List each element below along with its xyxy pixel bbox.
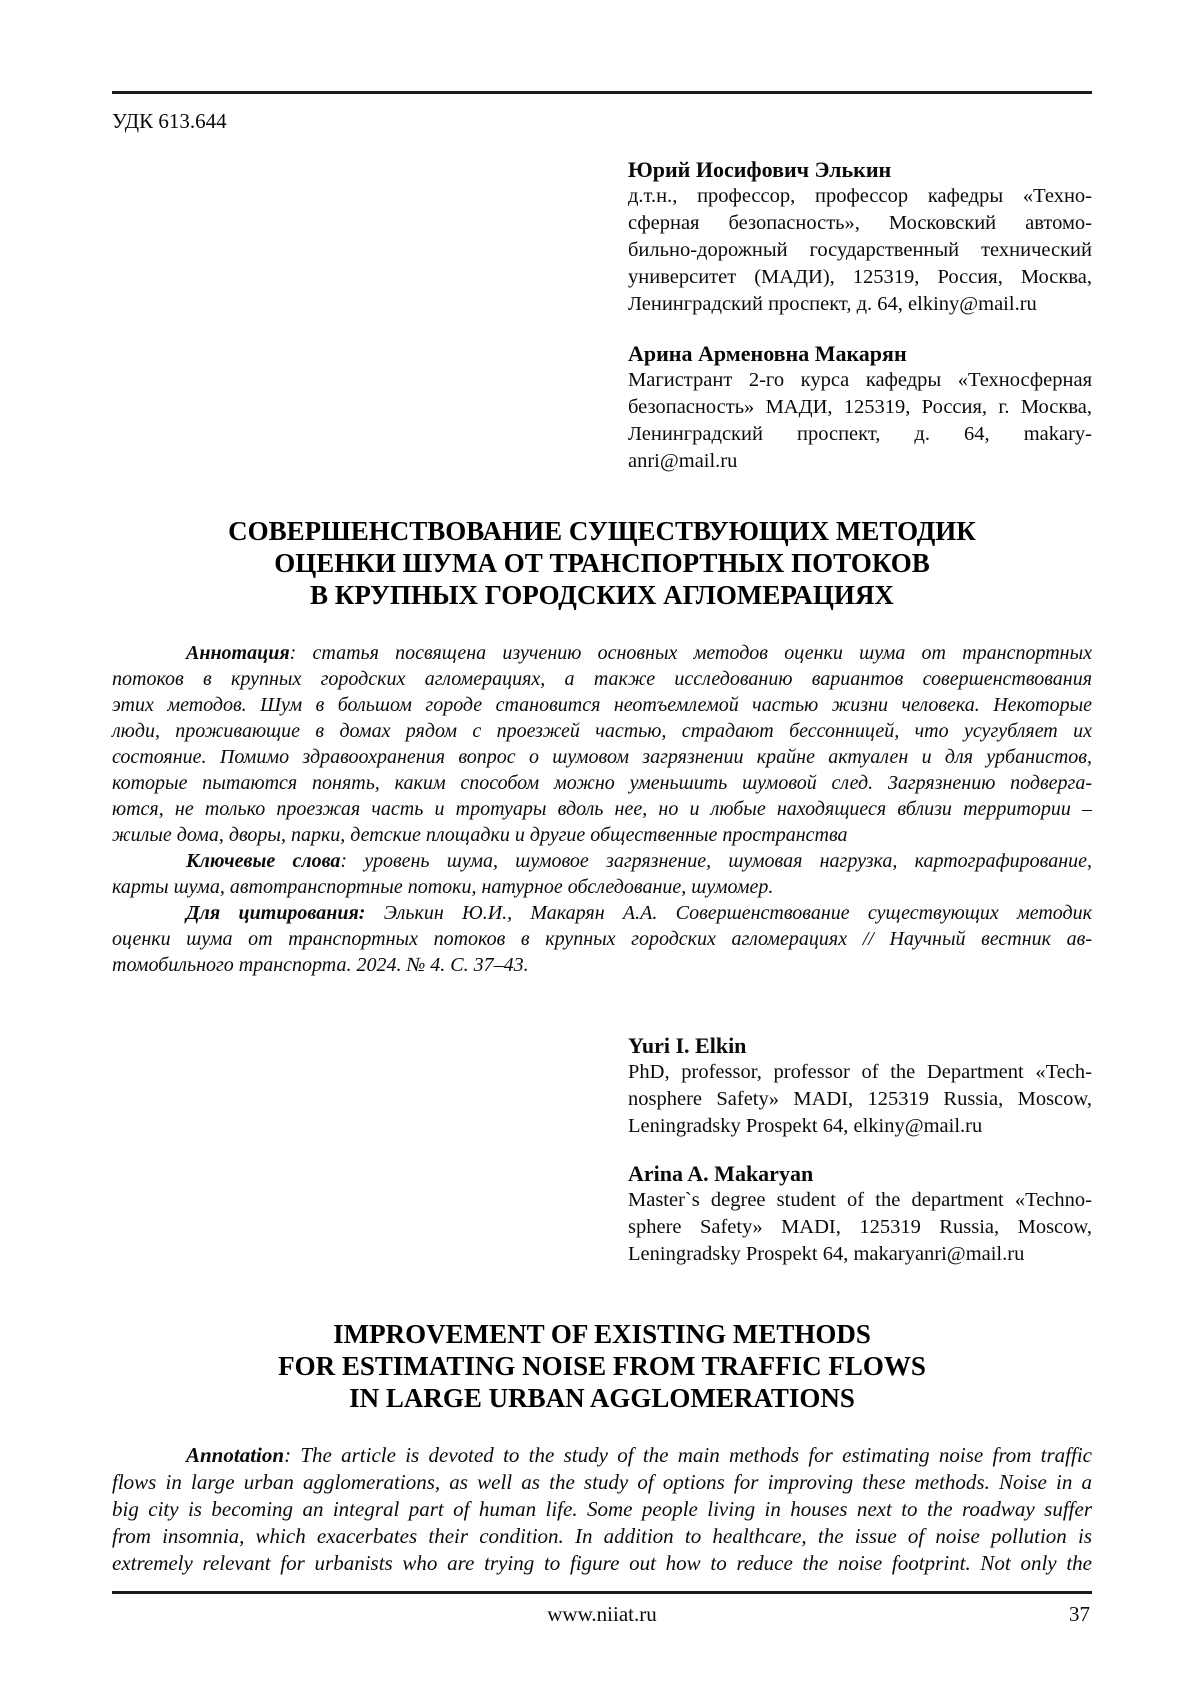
text-line: д.т.н., профессор, профессор кафедры «Техно- [628, 185, 1092, 207]
udc-code: УДК 613.644 [112, 109, 227, 133]
text-line: В КРУПНЫХ ГОРОДСКИХ АГЛОМЕРАЦИЯХ [310, 580, 894, 610]
citation-ru [112, 900, 1092, 978]
text-line: карты шума, автотранспортные потоки, натурное обследование, шумомер. [112, 876, 774, 898]
page-number: 37 [1069, 1602, 1090, 1626]
text-line: СОВЕРШЕНСТВОВАНИЕ СУЩЕСТВУЮЩИХ МЕТОДИК [228, 516, 976, 546]
text-line: nosphere Safety» MADI, 125319 Russia, Moscow, [628, 1088, 1092, 1110]
text-line: PhD, professor, professor of the Department «Tech- [628, 1061, 1092, 1083]
text-line: IMPROVEMENT OF EXISTING METHODS [333, 1319, 871, 1349]
text-line: Магистрант 2-го курса кафедры «Техносферная [628, 369, 1092, 391]
author-block-ru-2 [628, 340, 1092, 475]
text-line: big city is becoming an integral part of human life. Some people living in houses next to the roadway suffer [112, 1497, 1092, 1521]
text-line: Аннотация: статья посвящена изучению основных методов оценки шума от транспортных [186, 642, 1092, 664]
text-line: Ленинградский проспект, д. 64, elkiny@mail.ru [628, 293, 1037, 315]
text-line: extremely relevant for urbanists who are trying to figure out how to reduce the noise footprint. Not only the [112, 1551, 1092, 1575]
paragraph-label: Ключевые слова [186, 850, 341, 872]
text-line: потоков в крупных городских агломерациях, а также исследованию вариантов совершенствования [112, 668, 1092, 690]
paragraph-label: Аннотация [186, 642, 290, 664]
abstract-ru [112, 640, 1092, 848]
site-url: www.niiat.ru [547, 1602, 657, 1626]
text-line: ются, не только проезжая часть и тротуары вдоль нее, но и любые находящиеся вблизи территории – [112, 798, 1092, 820]
top-divider [112, 91, 1092, 94]
text-line: IN LARGE URBAN AGGLOMERATIONS [349, 1383, 855, 1413]
text-line: Ключевые слова: уровень шума, шумовое загрязнение, шумовая нагрузка, картографирование, [186, 850, 1092, 872]
text-line: томобильного транспорта. 2024. № 4. С. 37–43. [112, 954, 529, 976]
text-line: оценки шума от транспортных потоков в крупных городских агломерациях // Научный вестник ав- [112, 928, 1092, 950]
text-line: жилые дома, дворы, парки, детские площадки и другие общественные пространства [112, 824, 848, 846]
text-line: ОЦЕНКИ ШУМА ОТ ТРАНСПОРТНЫХ ПОТОКОВ [274, 548, 930, 578]
author-affiliation [628, 183, 1092, 318]
text-line: университет (МАДИ), 125319, Россия, Москва, [628, 266, 1092, 288]
text-line: бильно-дорожный государственный технический [628, 239, 1092, 261]
keywords-ru [112, 848, 1092, 900]
author-block-en-2 [628, 1160, 1092, 1268]
text-line: Leningradsky Prospekt 64, makaryanri@mail.ru [628, 1243, 1025, 1265]
footer-divider [112, 1591, 1092, 1594]
author-name: Arina A. Makaryan [628, 1161, 814, 1186]
paragraph-label: Для цитирования: [186, 902, 366, 924]
abstract-en [112, 1442, 1092, 1577]
author-block-en-1 [628, 1032, 1092, 1140]
text-line: Leningradsky Prospekt 64, elkiny@mail.ru [628, 1115, 983, 1137]
author-block-ru-1 [628, 156, 1092, 318]
text-line: этих методов. Шум в большом городе становится неотъемлемой частью жизни человека. Некоторые [112, 694, 1092, 716]
article-title-ru [112, 515, 1092, 611]
text-line: которые пытаются понять, каким способом можно уменьшить шумовой след. Загрязнению подверга- [112, 772, 1092, 794]
author-affiliation [628, 1059, 1092, 1140]
text-line: безопасность» МАДИ, 125319, Россия, г. Москва, [628, 396, 1092, 418]
text-line: from insomnia, which exacerbates their condition. In addition to healthcare, the issue of noise pollution is [112, 1524, 1092, 1548]
text-line: Annotation: The article is devoted to the study of the main methods for estimating noise from traffic [186, 1443, 1092, 1467]
text-line: Ленинградский проспект, д. 64, makary- [628, 423, 1092, 445]
text-line: sphere Safety» MADI, 125319 Russia, Moscow, [628, 1216, 1092, 1238]
text-line: anri@mail.ru [628, 450, 738, 472]
text-line: состояние. Помимо здравоохранения вопрос о шумовом загрязнении крайне актуален и для урбанистов, [112, 746, 1092, 768]
footer-row [112, 1601, 1092, 1628]
page-footer [112, 1591, 1092, 1628]
author-name: Yuri I. Elkin [628, 1033, 747, 1058]
text-line: flows in large urban agglomerations, as well as the study of options for improving these methods. Noise in a [112, 1470, 1092, 1494]
author-name: Юрий Иосифович Элькин [628, 157, 892, 182]
text-line: Master`s degree student of the department «Techno- [628, 1189, 1092, 1211]
text-line: FOR ESTIMATING NOISE FROM TRAFFIC FLOWS [278, 1351, 926, 1381]
text-line: люди, проживающие в домах рядом с проезжей частью, страдают бессонницей, что усугубляет их [112, 720, 1092, 742]
author-affiliation [628, 367, 1092, 475]
article-title-en [112, 1318, 1092, 1414]
paragraph-label: Annotation [186, 1443, 285, 1467]
author-affiliation [628, 1187, 1092, 1268]
text-line: Для цитирования: Элькин Ю.И., Макарян А.А. Совершенствование существующих методик [186, 902, 1092, 924]
text-line: сферная безопасность», Московский автомо- [628, 212, 1092, 234]
author-name: Арина Арменовна Макарян [628, 341, 907, 366]
